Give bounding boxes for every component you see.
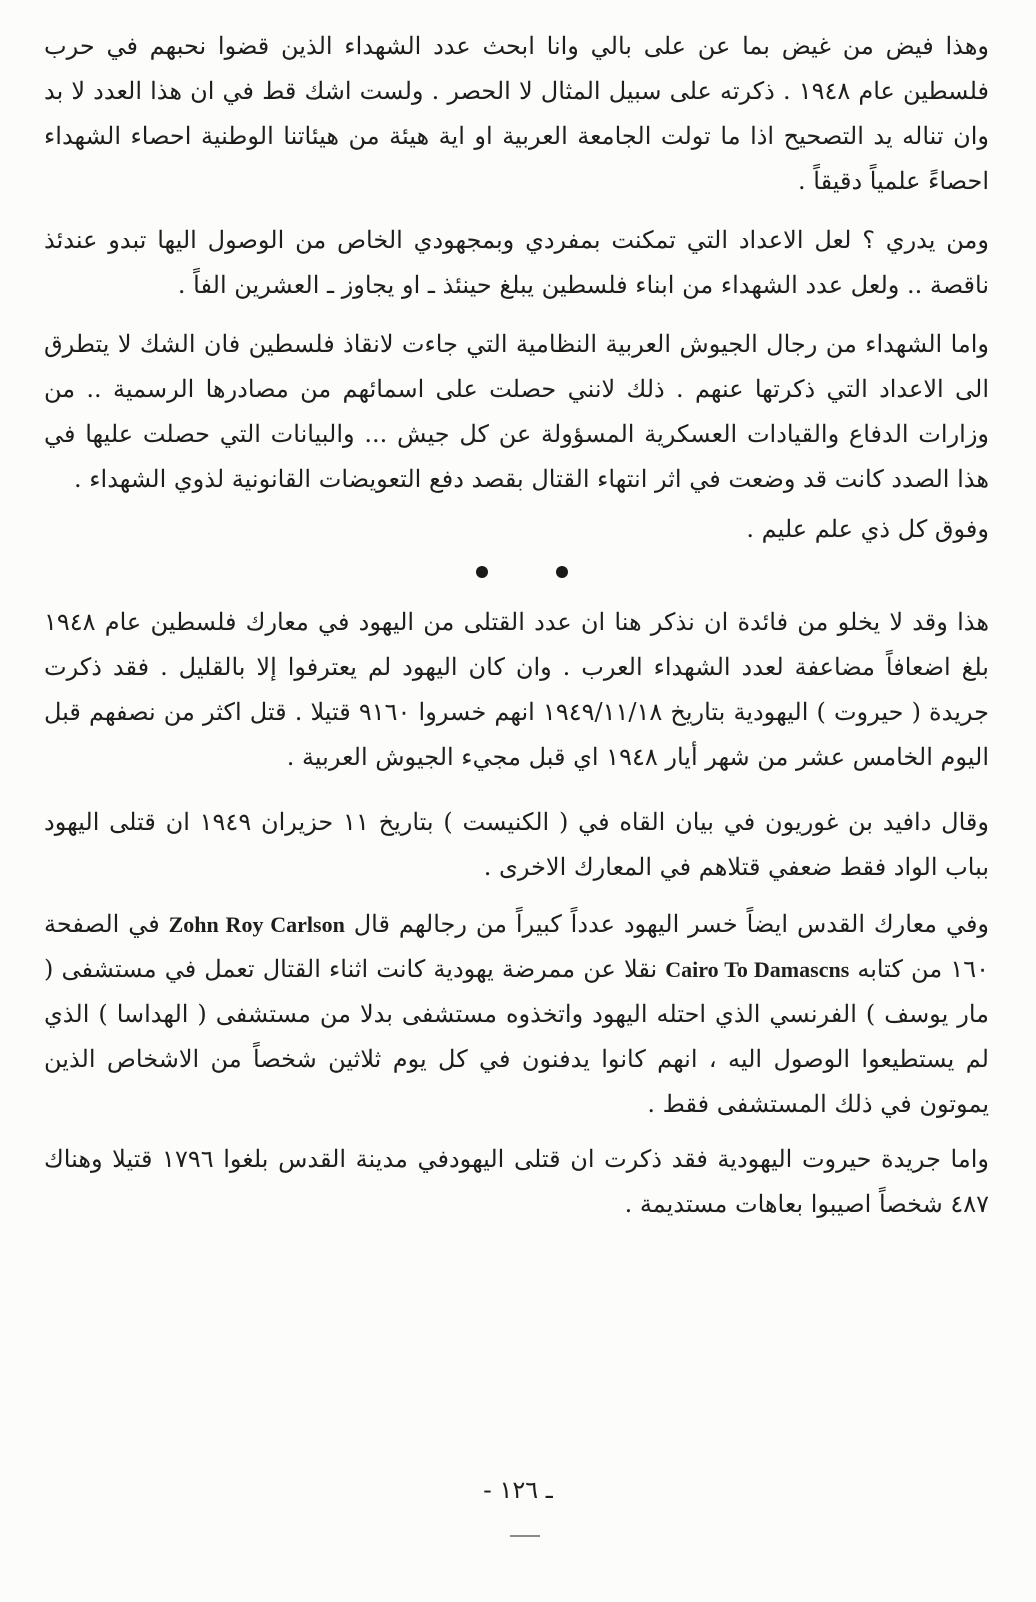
paragraph-above-every-knower: وفوق كل ذي علم عليم . <box>746 515 989 543</box>
page-number: ـ ١٢٦ - <box>483 1476 553 1504</box>
paragraph-text-segment: في الصفحة ١٦٠ من كتابه <box>44 910 989 983</box>
paragraph-arab-armies: واما الشهداء من رجال الجيوش العربية النظامية التي جاءت لانقاذ فلسطين فان الشك لا يتطرق الى الاعداد التي ذكرتها عنهم . ذلك لانني حصلت على اسمائهم من مصادرها الرسمية .. من وزارات الدفاع والقيادات العسكرية المسؤولة عن كل جيش ... والبيانات التي حصلت عليها في هذا الصدد كانت قد وضعت في اثر انتهاء القتال بقصد دفع التعويضات القانونية لذوي الشهداء . <box>44 330 990 493</box>
author-name: Zohn Roy Carlson <box>168 912 345 937</box>
paragraph-martyrs-count: وهذا فيض من غيض بما عن على بالي وانا ابحث عدد الشهداء الذين قضوا نحبهم في حرب فلسطين عام ١٩٤٨ . ذكرته على سبيل المثال لا الحصر . ولست اشك قط في ان هذا العدد لا بد وان تناله يد التصحيح اذا ما تولت الجامعة العربية او اية هيئة من هيئاتنا الوطنية احصاء الشهداء احصاءً علمياً دقيقاً . <box>44 32 989 195</box>
paragraph-text-segment: وفي معارك القدس ايضاً خسر اليهود عدداً كبيراً من رجالهم قال <box>344 910 990 938</box>
separator-dot <box>476 566 488 578</box>
paragraph-jewish-casualties: هذا وقد لا يخلو من فائدة ان نذكر هنا ان عدد القتلى من اليهود في معارك فلسطين عام ١٩٤٨ بلغ اضعافاً مضاعفة لعدد الشهداء العرب . وان كان اليهود لم يعترفوا إلا بالقليل . فقد ذكرت جريدة ( حيروت ) اليهودية بتاريخ ١٩٤٩/١١/١٨ انهم خسروا ٩١٦٠ قتيلا . قتل اكثر من نصفهم قبل اليوم الخامس عشر من شهر أيار ١٩٤٨ اي قبل مجيء الجيوش العربية . <box>44 608 989 771</box>
separator-dot <box>556 566 568 578</box>
paragraph-ben-gurion: وقال دافيد بن غوريون في بيان القاه في ( الكنيست ) بتاريخ ١١ حزيران ١٩٤٩ ان قتلى اليهود بباب الواد فقط ضعفي قتلاهم في المعارك الاخرى . <box>44 808 989 881</box>
section-separator <box>470 560 580 584</box>
paragraph-text-segment: نقلا عن ممرضة يهودية كانت اثناء القتال تعمل في مستشفى ( مار يوسف ) الفرنسي الذي احتله اليهود واتخذوه مستشفى بدلا من مستشفى ( الهداسا ) الذي لم يستطيعوا الوصول اليه ، انهم كانوا يدفنون في كل يوم ثلاثين شخصاً من الاشخاص الذين يموتون في ذلك المستشفى فقط . <box>44 955 989 1118</box>
book-title: Cairo To Damascns <box>665 957 850 982</box>
footer-rule <box>510 1535 540 1537</box>
paragraph-jerusalem-battles <box>44 902 989 1127</box>
paragraph-herut-newspaper: واما جريدة حيروت اليهودية فقد ذكرت ان قتلى اليهودفي مدينة القدس بلغوا ١٧٩٦ قتيلا وهناك ٤٨٧ شخصاً اصيبوا بعاهات مستديمة . <box>44 1145 989 1218</box>
paragraph-who-knows: ومن يدري ؟ لعل الاعداد التي تمكنت بمفردي وبمجهودي الخاص من الوصول اليها تبدو عندئذ ناقصة .. ولعل عدد الشهداء من ابناء فلسطين يبلغ حينئذ ـ او يجاوز ـ العشرين الفاً . <box>44 226 989 299</box>
